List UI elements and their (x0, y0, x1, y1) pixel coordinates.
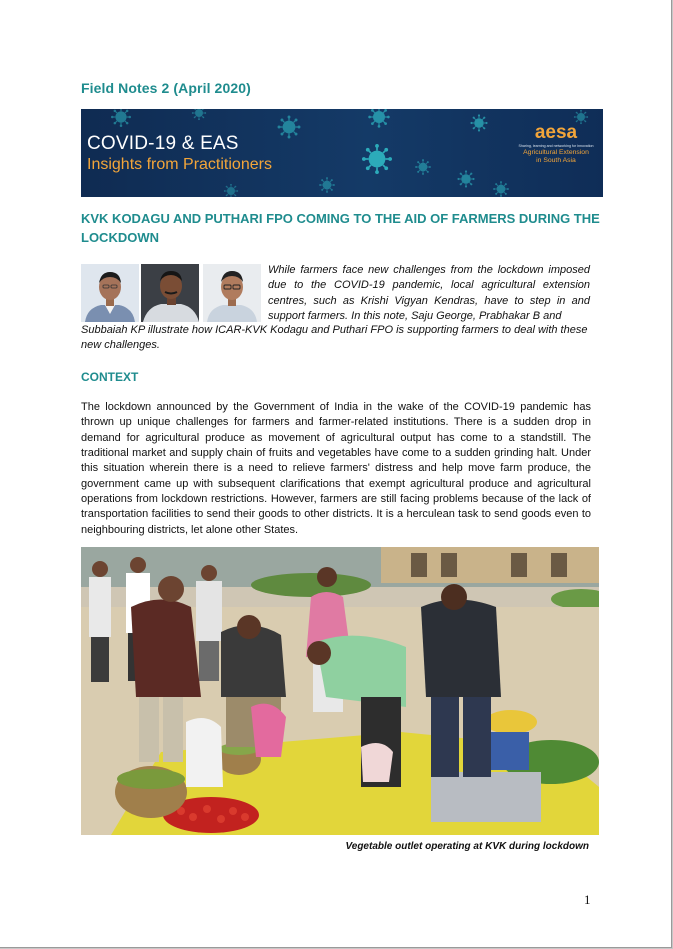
photo-caption: Vegetable outlet operating at KVK during lockdown (345, 841, 589, 852)
vegetable-market-photo-icon (81, 547, 599, 835)
aesa-logo-tagline: Sharing, learning and networking for innovation (518, 144, 594, 148)
article-headline: KVK KODAGU AND PUTHARI FPO COMING TO THE AID OF FARMERS DURING THE LOCKDOWN (81, 211, 600, 245)
intro-text: While farmers face new challenges from the lockdown imposed due to the COVID-19 pandemic, local agricultural extension centres, such as Krishi Vigyan Kendras, have to step in and support farmers. In this note, Saju George, Prabhakar B and (268, 264, 590, 322)
author-portrait-2-icon (141, 264, 199, 322)
author-portrait-1-icon (81, 264, 139, 322)
page-number: 1 (584, 892, 591, 907)
series-title: Field Notes 2 (April 2020) (81, 80, 251, 96)
covid-eas-banner (81, 109, 603, 197)
author-photo (141, 264, 199, 322)
author-portrait-3-icon (203, 264, 261, 322)
section-heading: CONTEXT (81, 370, 139, 384)
banner-title: COVID-19 & EAS (87, 133, 239, 154)
banner-subtitle: Insights from Practitioners (87, 156, 272, 173)
vegetable-outlet-photo (81, 547, 599, 835)
aesa-logo-word: aesa (534, 122, 578, 143)
aesa-logo-sub-line1: Agricultural Extension (523, 149, 589, 156)
author-photo (203, 264, 261, 322)
author-photo (81, 264, 139, 322)
context-paragraph: The lockdown announced by the Government of India in the wake of the COVID-19 pandemic has thrown up unique challenges for farmers and farmer-related institutions. There is a sudden drop in demand for agricultural produce as movement of agricultural output has come to a standstill. The traditional market and supply chain of fruits and vegetables have come to a sudden grinding halt. Under this situation wherein there is a need to relieve farmers' distress and help move farm produce, the government came up with subsequent clarifications that exempt agricultural produce and agricultural operations from lockdown restrictions. However, farmers are still facing problems because of the lack of transportation facilities to send their goods to other districts. It is a herculean task to send goods even to neighbouring districts, let alone other States. (81, 401, 591, 536)
aesa-logo-sub-line2: in South Asia (536, 157, 576, 164)
intro-text-continued: Subbaiah KP illustrate how ICAR-KVK Kodagu and Puthari FPO is supporting farmers to deal with these new challenges. (81, 324, 588, 352)
aesa-logo (513, 123, 599, 165)
